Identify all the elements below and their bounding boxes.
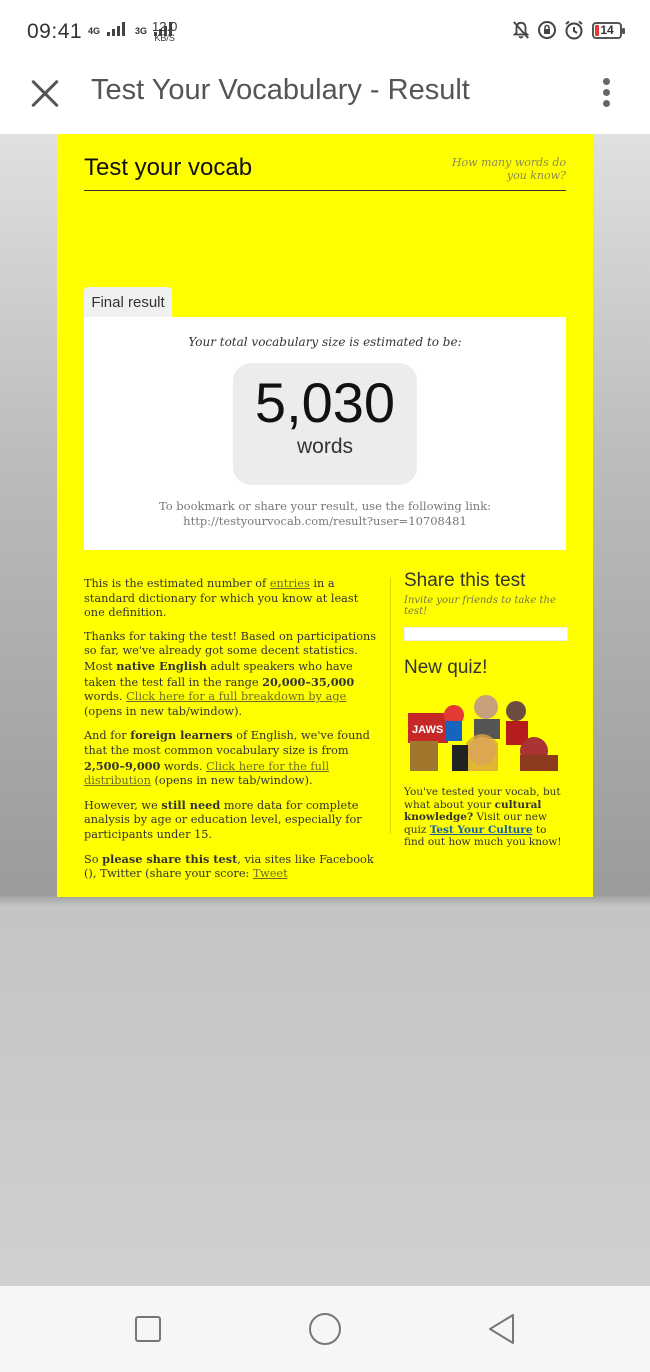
system-nav-bar	[0, 1286, 650, 1372]
speed-unit: KB/S	[154, 33, 175, 43]
share-title: Share this test	[404, 570, 526, 591]
webview[interactable]	[0, 134, 650, 1286]
mute-bell-icon	[512, 20, 530, 40]
test-your-culture-link[interactable]: Test Your Culture	[429, 823, 533, 836]
more-vert-icon[interactable]	[597, 74, 615, 110]
share-hint-text: To bookmark or share your result, use the following link:	[158, 499, 492, 513]
estimate-text: Your total vocabulary size is estimated to be:	[188, 335, 462, 349]
title-divider	[84, 190, 566, 191]
lock-rotation-icon	[538, 21, 556, 39]
app-bar	[0, 64, 650, 134]
column-divider	[390, 577, 391, 834]
network-3g-label: 3G	[135, 26, 148, 36]
signal-bars-icon	[107, 22, 125, 36]
alarm-icon	[564, 20, 584, 40]
status-bar	[0, 0, 650, 64]
battery-level: 14	[600, 22, 614, 37]
vocab-page	[57, 134, 593, 897]
score-value: 5,030	[254, 371, 396, 434]
result-panel	[84, 317, 566, 550]
quiz-description: You've tested your vocab, but what about your cultural knowledge? Visit our new quiz Test Your Culture to find out how much you know!	[404, 786, 562, 848]
speed-value: 12.0	[152, 19, 178, 34]
share-subtitle: Invite your friends to take the test!	[404, 595, 556, 617]
quiz-image-caption: JAWS	[412, 724, 444, 736]
info-column	[84, 577, 379, 891]
share-widget[interactable]	[404, 627, 568, 641]
age-breakdown-link[interactable]: Click here for a full breakdown by age	[126, 690, 347, 704]
info-paragraph: And for foreign learners of English, we've found that the most common vocabulary size is from 2,500–9,000 words. Click here for the full distribution (opens in new tab/window).	[84, 728, 370, 788]
result-link[interactable]: http://testyourvocab.com/result?user=10708481	[183, 514, 467, 528]
site-title[interactable]: Test your vocab	[84, 154, 253, 181]
back-triangle-icon[interactable]	[485, 1312, 519, 1346]
info-paragraph: So please share this test, via sites like Facebook (), Twitter (share your score: Tweet	[84, 851, 374, 881]
tweet-link[interactable]: Tweet	[252, 867, 288, 881]
entries-link[interactable]: entries	[269, 577, 310, 590]
network-4g-label: 4G	[88, 26, 101, 36]
share-hint	[84, 499, 566, 529]
distribution-link[interactable]: Click here for the full distribution	[84, 759, 330, 788]
info-paragraph: However, we still need more data for complete analysis by age or education level, especially for participants under 15.	[84, 797, 362, 841]
close-icon[interactable]	[26, 75, 64, 113]
score-card	[233, 363, 417, 485]
recents-square-icon[interactable]	[135, 1316, 161, 1342]
tab-final-result[interactable]: Final result	[84, 287, 172, 318]
status-time: 09:41	[27, 20, 83, 43]
sidebar-column	[404, 570, 568, 849]
network-speed	[152, 20, 177, 44]
info-paragraph: Thanks for taking the test! Based on participations so far, we've already got some decent statistics. Most native English adult speakers who have taken the test fall in the range 20,000–35,000 words. Click here for a full breakdown by age (opens in new tab/window).	[84, 629, 377, 718]
battery-icon	[592, 22, 622, 39]
home-circle-icon[interactable]	[309, 1313, 341, 1345]
culture-quiz-collage-image[interactable]	[408, 693, 558, 773]
info-paragraph: This is the estimated number of entries in a standard dictionary for which you know at least one definition.	[84, 577, 359, 620]
new-quiz-title: New quiz!	[404, 657, 488, 678]
site-tagline: How many words do you know?	[451, 156, 566, 182]
score-unit: words	[296, 435, 354, 458]
status-icons	[512, 20, 622, 40]
app-title: Test Your Vocabulary - Result	[91, 74, 470, 106]
